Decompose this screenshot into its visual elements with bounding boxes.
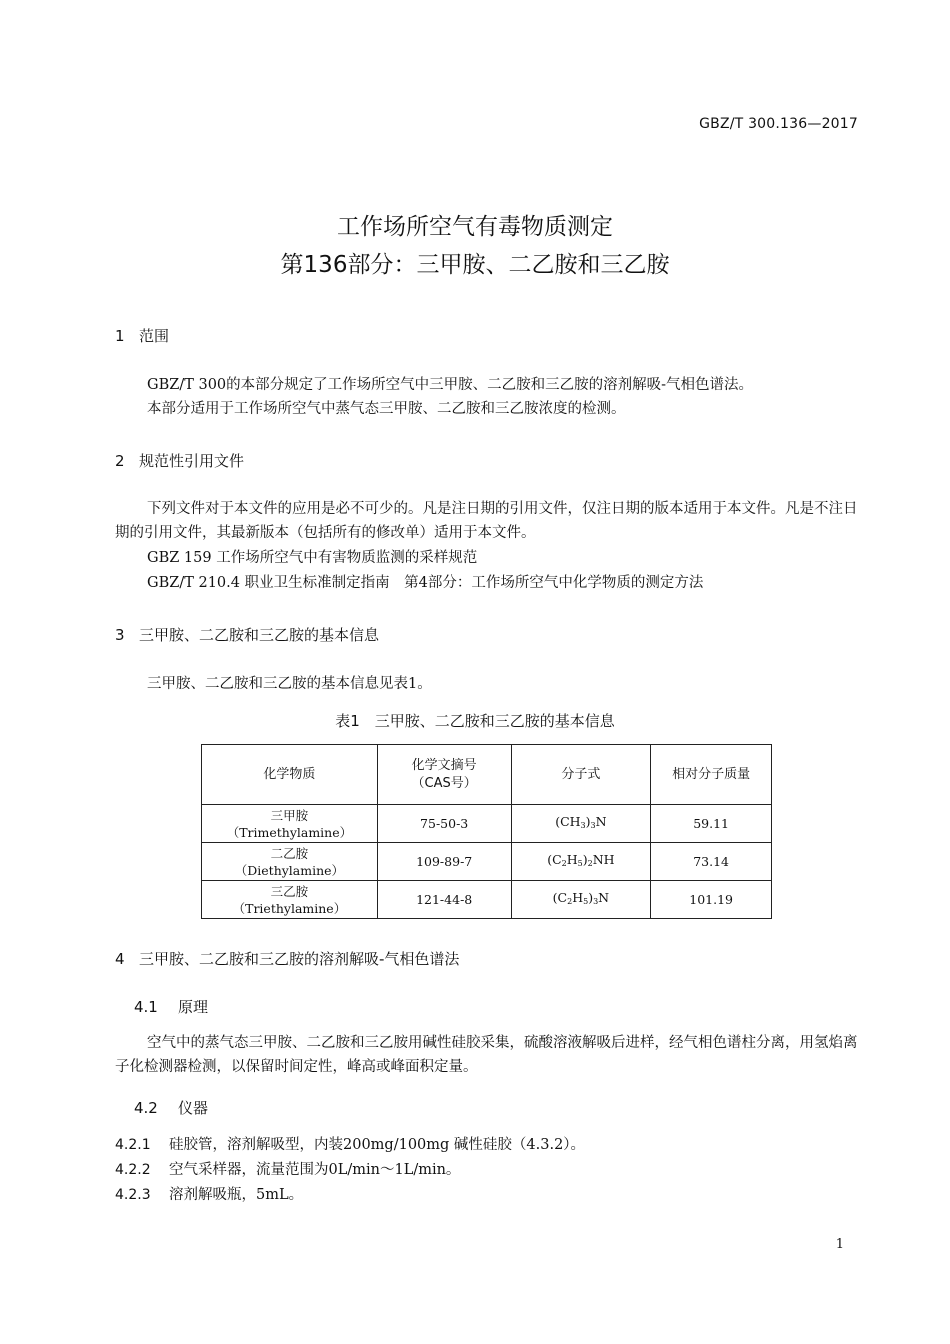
- section-title: 范围: [139, 327, 170, 345]
- document-code: GBZ/T 300.136—2017: [699, 116, 858, 132]
- cell-molecular-weight: 73.14: [651, 843, 772, 881]
- item-number: 4.2.2: [115, 1162, 151, 1178]
- section-1-para-2: 本部分适用于工作场所空气中蒸气态三甲胺、二乙胺和三乙胺浓度的检测。: [147, 401, 626, 417]
- cell-formula: [511, 881, 651, 919]
- chemical-name: 三乙胺: [270, 883, 309, 899]
- document-title-line2: 第136部分：三甲胺、二乙胺和三乙胺: [280, 252, 670, 278]
- section-4-heading: [115, 948, 459, 969]
- section-2-para-1: 下列文件对于本文件的应用是必不可少的。凡是注日期的引用文件，仅注日期的版本适用于本文件。凡是不注日期的引用文件，其最新版本（包括所有的修改单）适用于本文件。: [115, 501, 858, 541]
- section-2-heading: [115, 450, 244, 471]
- formula-part: ): [585, 814, 591, 829]
- formula-part: (C: [552, 890, 568, 905]
- formula-subscript: 3: [590, 821, 596, 830]
- section-title: 三甲胺、二乙胺和三乙胺的溶剂解吸-气相色谱法: [139, 950, 460, 968]
- formula-subscript: 3: [580, 821, 586, 830]
- formula-subscript: 2: [587, 859, 593, 868]
- header-cas-line2: （CAS号）: [411, 775, 477, 791]
- subsection-title: 原理: [178, 998, 209, 1016]
- cell-cas: 75-50-3: [377, 805, 511, 843]
- list-item: [115, 1133, 585, 1154]
- basic-info-table: [201, 744, 772, 919]
- section-title: 三甲胺、二乙胺和三乙胺的基本信息: [139, 626, 380, 644]
- cell-chemical: [202, 805, 378, 843]
- formula-part: N: [595, 814, 607, 829]
- section-3-para-1: 三甲胺、二乙胺和三乙胺的基本信息见表1。: [147, 676, 432, 692]
- formula-part: ): [582, 852, 588, 867]
- chemical-english-name: （Triethylamine）: [232, 900, 347, 916]
- item-text: 空气采样器，流量范围为0L/min～1L/min。: [169, 1162, 461, 1178]
- table-row: [202, 843, 772, 881]
- cell-formula: [511, 843, 651, 881]
- table-caption: 表1 三甲胺、二乙胺和三乙胺的基本信息: [335, 712, 615, 730]
- section-title: 规范性引用文件: [139, 452, 245, 470]
- section-number: 2: [115, 452, 125, 470]
- header-cas-line1: 化学文摘号: [411, 757, 477, 773]
- table-row: [202, 805, 772, 843]
- formula-part: H: [566, 852, 578, 867]
- chemical-name: 三甲胺: [270, 807, 309, 823]
- item-number: 4.2.3: [115, 1187, 151, 1203]
- item-number: 4.2.1: [115, 1137, 151, 1153]
- formula-subscript: 3: [593, 897, 599, 906]
- formula-subscript: 2: [567, 897, 573, 906]
- section-number: 3: [115, 626, 125, 644]
- table-header-row: [202, 745, 772, 805]
- section-4-1-heading: [134, 996, 208, 1017]
- cell-cas: 121-44-8: [377, 881, 511, 919]
- chemical-english-name: （Trimethylamine）: [226, 824, 353, 840]
- formula-subscript: 2: [561, 859, 567, 868]
- header-chemical: 化学物质: [202, 745, 378, 805]
- reference-gbz-t-210-4: GBZ/T 210.4 职业卫生标准制定指南 第4部分：工作场所空气中化学物质的测定方法: [147, 575, 704, 591]
- page-number: 1: [835, 1237, 844, 1252]
- item-text: 溶剂解吸瓶，5mL。: [169, 1187, 304, 1203]
- cell-chemical: [202, 881, 378, 919]
- subsection-number: 4.2: [134, 1099, 158, 1117]
- reference-gbz-159: GBZ 159 工作场所空气中有害物质监测的采样规范: [147, 550, 478, 566]
- list-item: [115, 1183, 303, 1204]
- document-title-line1: 工作场所空气有毒物质测定: [337, 214, 613, 240]
- formula-part: NH: [592, 852, 615, 867]
- header-cas: [377, 745, 511, 805]
- section-1-heading: [115, 325, 169, 346]
- formula-part: (C: [547, 852, 562, 867]
- section-number: 4: [115, 950, 125, 968]
- section-4-2-heading: [134, 1097, 208, 1118]
- section-3-heading: [115, 624, 379, 645]
- formula-part: H: [572, 890, 584, 905]
- formula-subscript: 5: [583, 897, 589, 906]
- cell-formula: [511, 805, 651, 843]
- section-4-1-para: 空气中的蒸气态三甲胺、二乙胺和三乙胺用碱性硅胶采集，硫酸溶液解吸后进样，经气相色谱柱分离，用氢焰离子化检测器检测，以保留时间定性，峰高或峰面积定量。: [115, 1035, 858, 1075]
- header-formula: 分子式: [511, 745, 651, 805]
- formula-part: N: [598, 890, 610, 905]
- subsection-number: 4.1: [134, 998, 158, 1016]
- cell-chemical: [202, 843, 378, 881]
- subsection-title: 仪器: [178, 1099, 209, 1117]
- section-1-para-1: GBZ/T 300的本部分规定了工作场所空气中三甲胺、二乙胺和三乙胺的溶剂解吸-气相色谱法。: [147, 377, 754, 393]
- section-number: 1: [115, 327, 125, 345]
- formula-subscript: 5: [577, 859, 583, 868]
- chemical-name: 二乙胺: [270, 845, 309, 861]
- cell-cas: 109-89-7: [377, 843, 511, 881]
- list-item: [115, 1158, 460, 1179]
- cell-molecular-weight: 59.11: [651, 805, 772, 843]
- chemical-english-name: （Diethylamine）: [234, 862, 345, 878]
- header-molecular-weight: 相对分子质量: [651, 745, 772, 805]
- formula-part: (CH: [555, 814, 581, 829]
- cell-molecular-weight: 101.19: [651, 881, 772, 919]
- formula-part: ): [588, 890, 594, 905]
- item-text: 硅胶管，溶剂解吸型，内装200mg/100mg 碱性硅胶（4.3.2）。: [169, 1137, 586, 1153]
- table-row: [202, 881, 772, 919]
